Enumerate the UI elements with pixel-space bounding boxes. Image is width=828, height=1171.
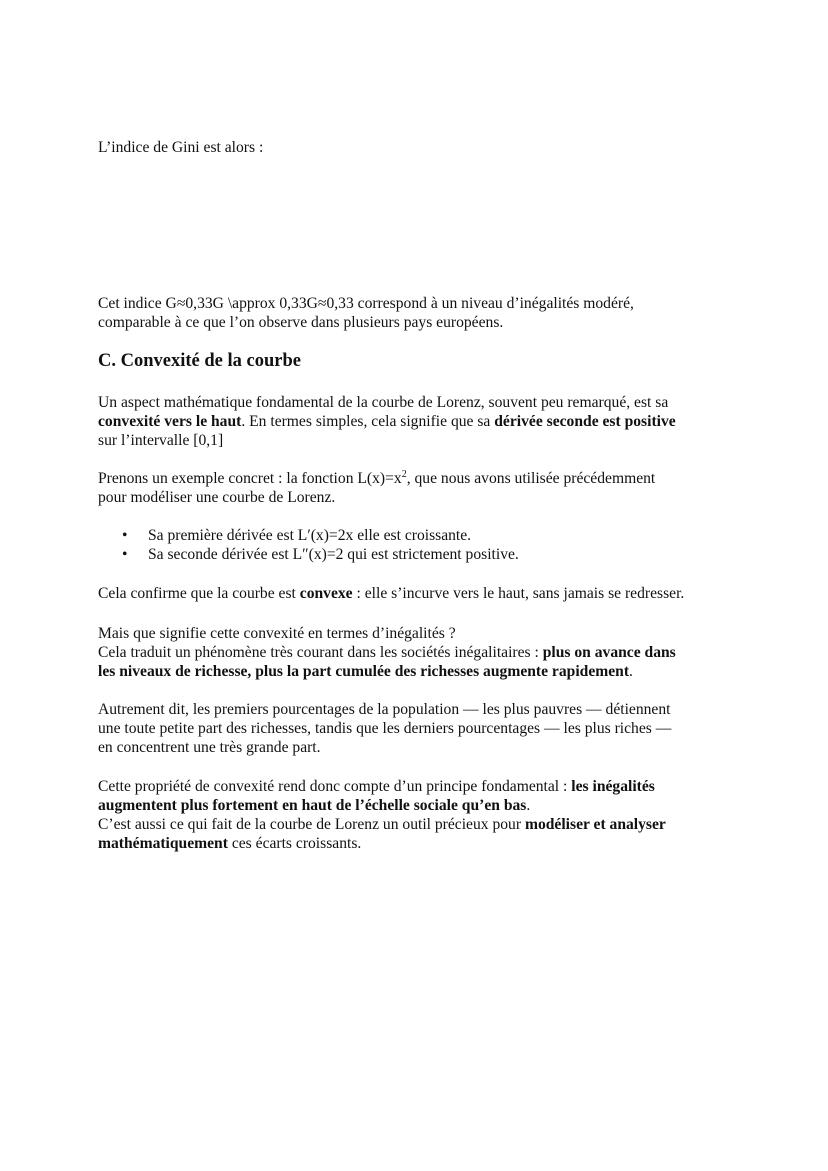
property-text-4: ces écarts croissants. xyxy=(227,835,362,852)
example-text-3: pour modéliser une courbe de Lorenz. xyxy=(98,489,336,506)
list-item-text: Sa première dérivée est L′(x)=2x elle est croissante. xyxy=(148,527,472,544)
gini-conclusion-paragraph xyxy=(98,294,634,332)
otherwise-line-1: Autrement dit, les premiers pourcentages de la population — les plus pauvres — détiennent xyxy=(98,701,671,718)
meaning-text-2: Cela traduit un phénomène très courant dans les sociétés inégalitaires : xyxy=(98,644,543,661)
meaning-text-1: Mais que signifie cette convexité en termes d’inégalités ? xyxy=(98,625,456,642)
section-title: C. Convexité de la courbe xyxy=(98,351,301,371)
confirm-text-1: Cela confirme que la courbe est xyxy=(98,585,300,602)
otherwise-line-2: une toute petite part des richesses, tandis que les derniers pourcentages — les plus riches — xyxy=(98,720,672,737)
bullet-icon: • xyxy=(122,546,128,563)
property-paragraph xyxy=(98,777,666,853)
gini-line-1: Cet indice G≈0,33G \approx 0,33G≈0,33 correspond à un niveau d’inégalités modéré, xyxy=(98,295,634,312)
example-text-2: , que nous avons utilisée précédemment xyxy=(406,470,656,487)
property-bold-4: mathématiquement xyxy=(98,835,228,852)
property-bold-1: les inégalités xyxy=(571,778,655,795)
property-bold-3: modéliser et analyser xyxy=(524,816,666,833)
example-paragraph xyxy=(98,469,655,507)
meaning-bold-1: plus on avance dans xyxy=(542,644,676,661)
intro-paragraph: L’indice de Gini est alors : xyxy=(98,139,264,156)
aspect-bold-2: dérivée seconde est positive xyxy=(494,413,676,430)
list-item xyxy=(98,545,519,564)
bullet-icon: • xyxy=(122,527,128,544)
gini-line-2: comparable à ce que l’on observe dans plusieurs pays européens. xyxy=(98,314,504,331)
property-text-3: C’est aussi ce qui fait de la courbe de Lorenz un outil précieux pour xyxy=(98,816,525,833)
meaning-text-3: . xyxy=(629,663,633,680)
otherwise-paragraph xyxy=(98,700,671,757)
property-text-2: . xyxy=(526,797,531,814)
confirm-text-2: : elle s’incurve vers le haut, sans jamais se redresser. xyxy=(352,585,685,602)
meaning-paragraph xyxy=(98,624,676,681)
aspect-bold-1: convexité vers le haut xyxy=(98,413,242,430)
example-superscript: 2 xyxy=(401,469,407,480)
aspect-paragraph xyxy=(98,393,676,450)
otherwise-line-3: en concentrent une très grande part. xyxy=(98,739,321,756)
derivative-list xyxy=(98,526,519,564)
list-item-text: Sa seconde dérivée est L″(x)=2 qui est strictement positive. xyxy=(148,546,519,563)
property-bold-2: augmentent plus fortement en haut de l’échelle sociale qu’en bas xyxy=(98,797,527,814)
property-text-1: Cette propriété de convexité rend donc compte d’un principe fondamental : xyxy=(98,778,572,795)
confirm-bold: convexe xyxy=(299,585,353,602)
aspect-text-1: Un aspect mathématique fondamental de la courbe de Lorenz, souvent peu remarqué, est sa xyxy=(98,394,669,411)
example-text-1: Prenons un exemple concret : la fonction L(x)=x xyxy=(98,470,402,487)
list-item xyxy=(98,526,519,545)
aspect-text-2: . En termes simples, cela signifie que sa xyxy=(241,413,495,430)
aspect-text-3: sur l’intervalle [0,1] xyxy=(98,432,224,449)
confirm-paragraph xyxy=(98,584,684,603)
meaning-bold-2: les niveaux de richesse, plus la part cumulée des richesses augmente rapidement xyxy=(98,663,630,680)
